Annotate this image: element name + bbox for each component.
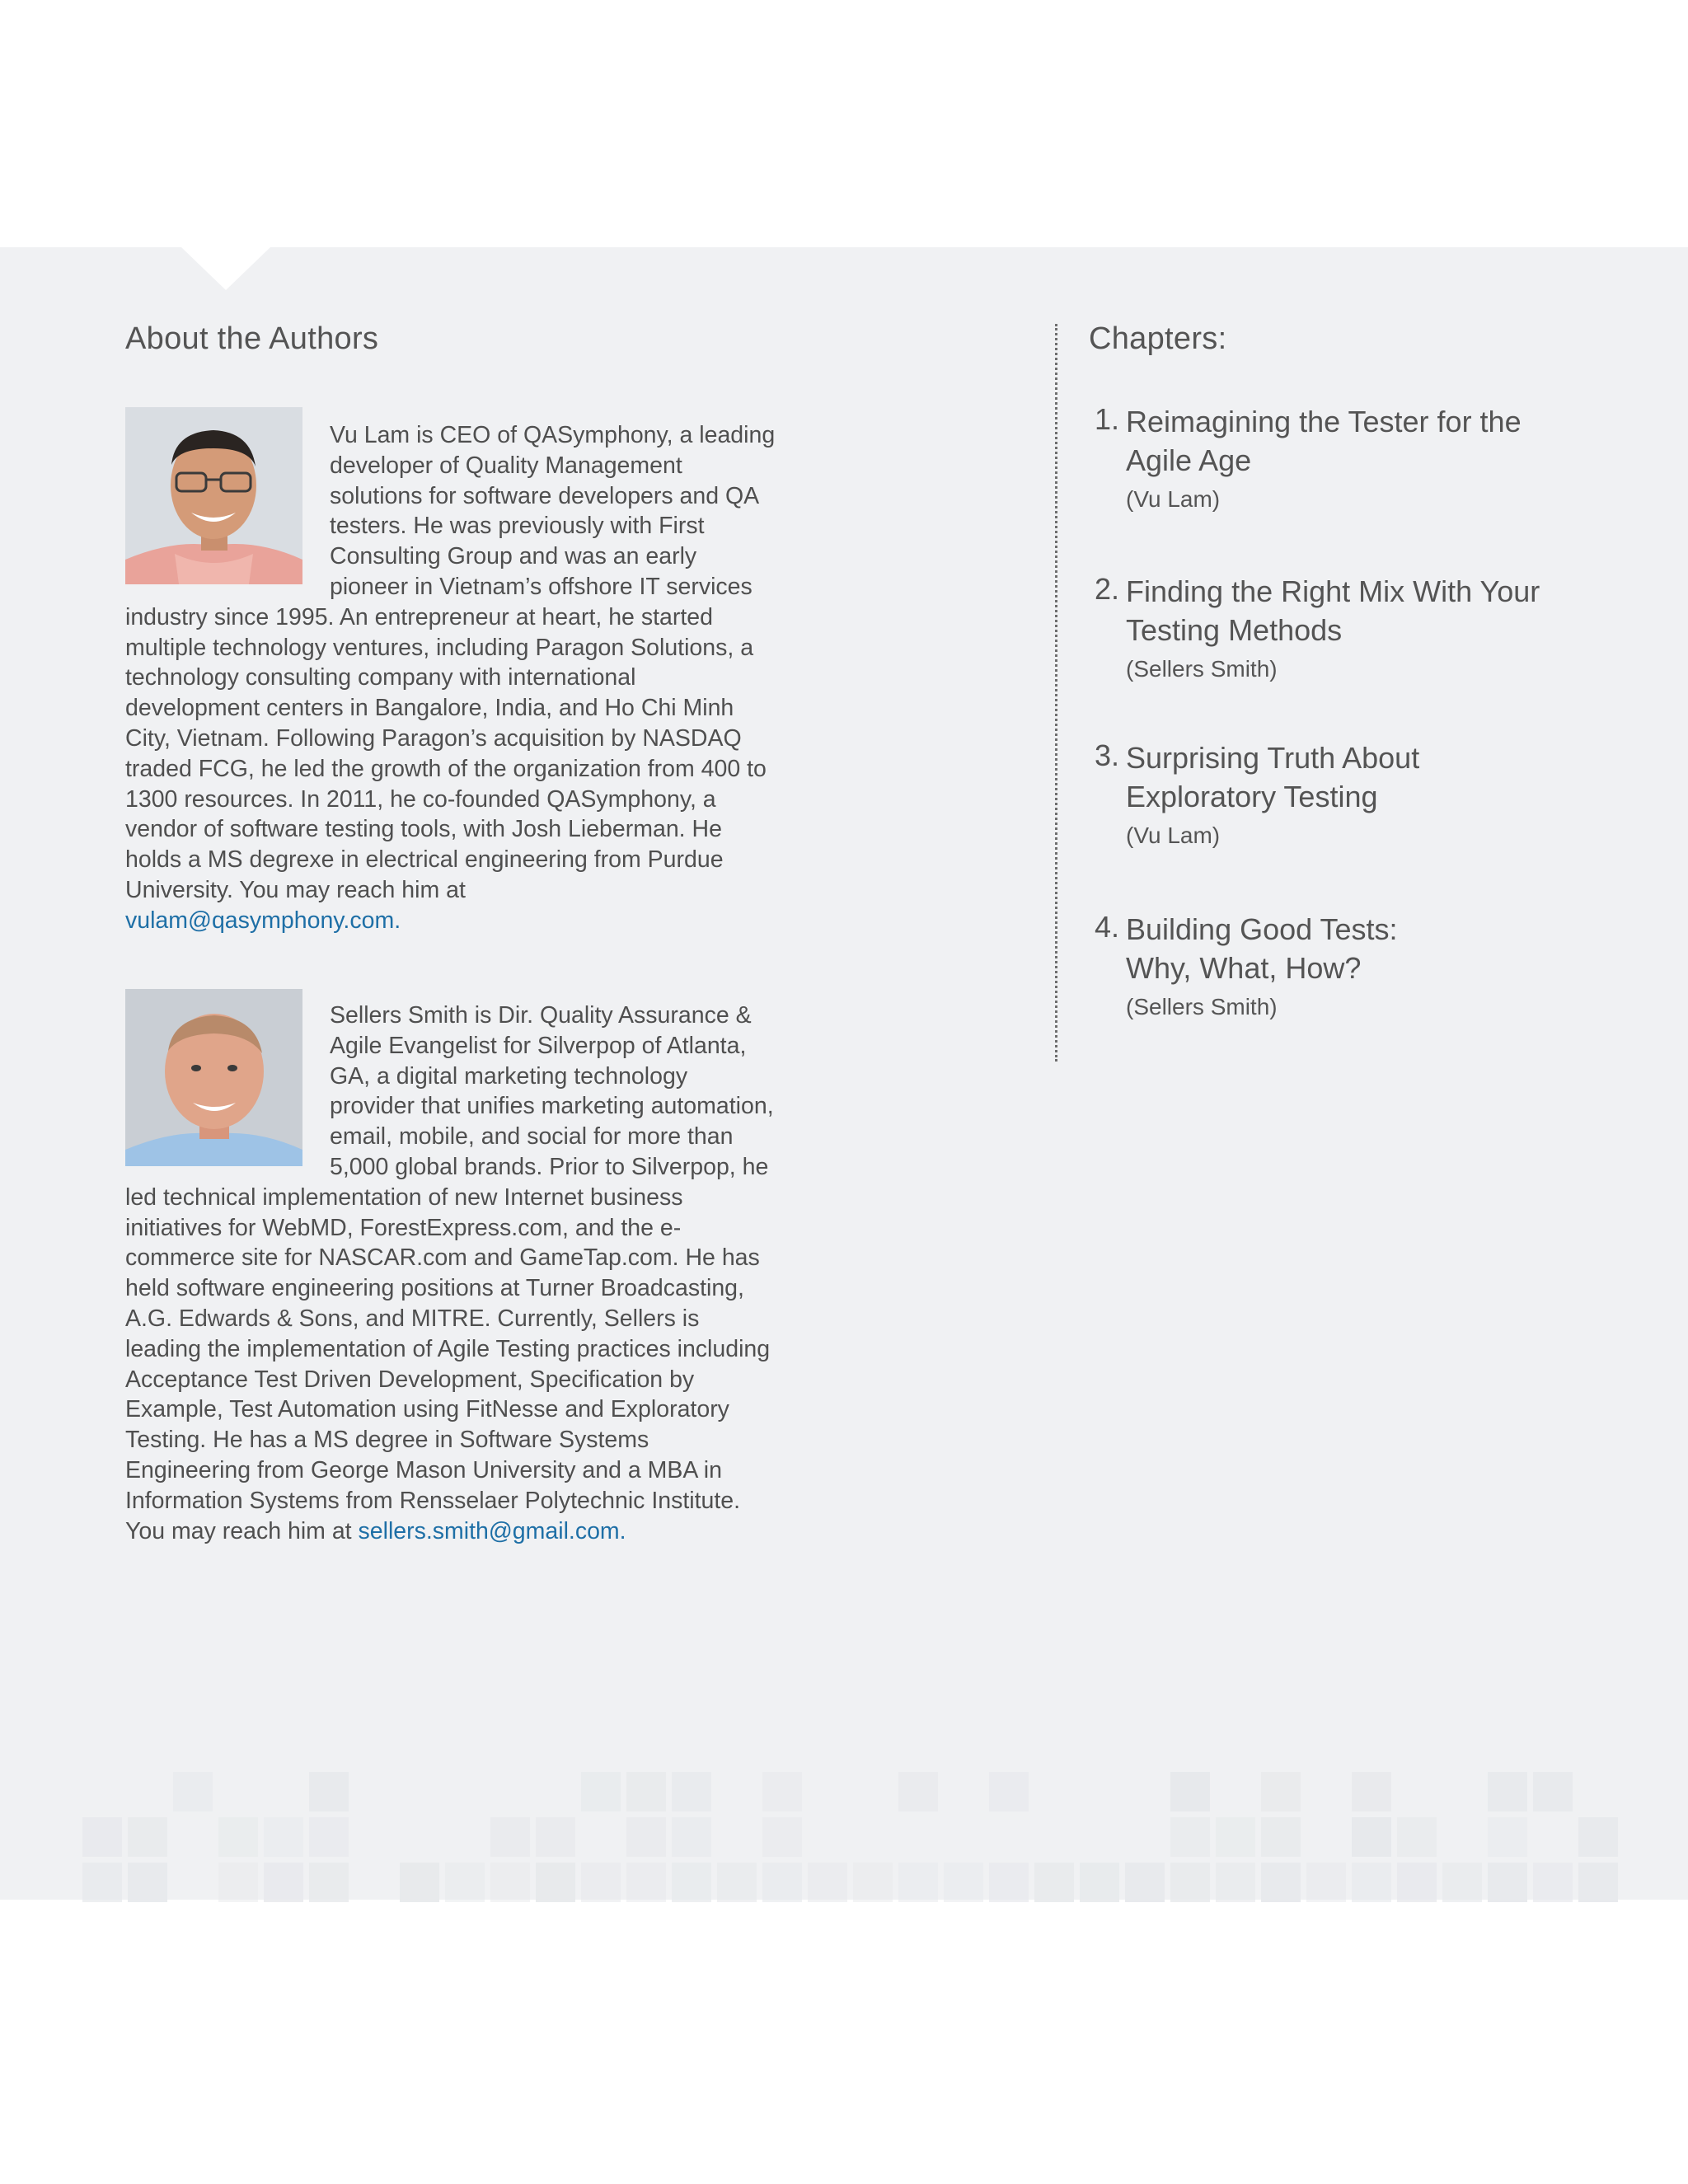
about-authors-title: About the Authors bbox=[125, 321, 379, 356]
chapter-number: 3. bbox=[1095, 738, 1120, 772]
author-bio-text: Sellers Smith is Dir. Quality Assurance & Agile Evangelist for Silverpop of Atlanta, GA, a digital marketing technology provider that unifies marketing automation, email, mobile, and social for more than 5,000 global brands. Prior to Silverpop, he led technical implementation of new Internet business initiatives for WebMD, ForestExpress.com, and the e-commerce site for NASCAR.com and GameTap.com. He has held software engineering positions at Turner Broadcasting, A.G. Edwards & Sons, and MITRE. Currently, Sellers is leading the implementation of Agile Testing practices including Acceptance Test Driven Development, Specification by Example, Test Automation using FitNesse and Exploratory Testing. He has a MS degree in Software Systems Engineering from George Mason University and a MBA in Information Systems from Rensselaer Polytechnic Institute. You may reach him at bbox=[125, 1002, 774, 1544]
chapter-number: 4. bbox=[1095, 910, 1120, 944]
chapter-number: 1. bbox=[1095, 402, 1120, 436]
pixel-block bbox=[1080, 1863, 1119, 1902]
pixel-block bbox=[717, 1863, 757, 1902]
pixel-block bbox=[626, 1817, 666, 1857]
pixel-block bbox=[762, 1817, 802, 1857]
pixel-block bbox=[853, 1863, 893, 1902]
pixel-block bbox=[218, 1863, 258, 1902]
pixel-block bbox=[989, 1863, 1029, 1902]
pixel-block bbox=[309, 1772, 349, 1811]
pixel-block bbox=[762, 1772, 802, 1811]
pixel-block bbox=[264, 1863, 303, 1902]
pixel-block bbox=[1216, 1817, 1255, 1857]
chapter-item bbox=[1088, 910, 1550, 1019]
pixel-block bbox=[1397, 1817, 1437, 1857]
pixel-block bbox=[808, 1863, 847, 1902]
chapter-author: (Sellers Smith) bbox=[1126, 994, 1278, 1019]
chapter-item bbox=[1088, 572, 1550, 738]
author-bio-text: Vu Lam is CEO of QASymphony, a leading developer of Quality Management solutions for software developers and QA testers. He was previously with First Consulting Group and was an early pioneer in Vietnam’s offshore IT services industry since 1995. An entrepreneur at heart, he started multiple technology ventures, including Paragon Solutions, a technology consulting company with international development centers in Bangalore, India, and Ho Chi Minh City, Vietnam. Following Paragon’s acquisition by NASDAQ traded FCG, he led the growth of the organization from 400 to 1300 resources. In 2011, he co-founded QASymphony, a vendor of software testing tools, with Josh Lieberman. He holds a MS degrexe in electrical engineering from Purdue University. You may reach him at bbox=[125, 422, 776, 903]
pixel-block bbox=[672, 1817, 711, 1857]
pixel-block bbox=[626, 1863, 666, 1902]
pixel-block bbox=[762, 1863, 802, 1902]
panel-notch bbox=[181, 247, 270, 290]
chapter-title: Surprising Truth About Exploratory Testing bbox=[1126, 741, 1420, 813]
dotted-divider bbox=[1055, 324, 1057, 1062]
chapter-item bbox=[1088, 402, 1550, 572]
pixel-block bbox=[128, 1863, 167, 1902]
pixel-block bbox=[672, 1863, 711, 1902]
pixel-block bbox=[82, 1817, 122, 1857]
pixel-block bbox=[1034, 1863, 1074, 1902]
pixel-block bbox=[1352, 1817, 1391, 1857]
pixel-block bbox=[490, 1863, 530, 1902]
pixel-block bbox=[445, 1863, 485, 1902]
pixel-block bbox=[898, 1772, 938, 1811]
chapter-title: Reimagining the Tester for the Agile Age bbox=[1126, 405, 1522, 477]
pixel-block bbox=[1261, 1817, 1301, 1857]
pixel-block bbox=[1533, 1772, 1573, 1811]
chapter-title: Finding the Right Mix With Your Testing Methods bbox=[1126, 574, 1540, 647]
pixel-block bbox=[400, 1863, 439, 1902]
pixel-block bbox=[309, 1817, 349, 1857]
pixel-block bbox=[1170, 1817, 1210, 1857]
pixel-block bbox=[989, 1772, 1029, 1811]
pixel-block bbox=[672, 1772, 711, 1811]
author-bio-vu-lam bbox=[125, 420, 776, 936]
chapter-title: Building Good Tests: Why, What, How? bbox=[1126, 912, 1398, 985]
author-bio-sellers-smith bbox=[125, 1001, 776, 1546]
author-email-link-vu-lam[interactable]: vulam@qasymphony.com. bbox=[125, 907, 401, 934]
pixel-block bbox=[128, 1817, 167, 1857]
pixel-block bbox=[1216, 1863, 1255, 1902]
pixel-block bbox=[1488, 1863, 1527, 1902]
chapter-author: (Vu Lam) bbox=[1126, 823, 1221, 848]
pixel-block bbox=[309, 1863, 349, 1902]
author-email-link-sellers-smith[interactable]: sellers.smith@gmail.com. bbox=[358, 1517, 626, 1544]
pixel-block bbox=[1352, 1772, 1391, 1811]
pixel-block bbox=[1397, 1863, 1437, 1902]
pixel-block bbox=[1352, 1863, 1391, 1902]
pixel-block bbox=[626, 1772, 666, 1811]
pixel-block bbox=[1170, 1863, 1210, 1902]
pixel-block bbox=[944, 1863, 983, 1902]
pixel-block bbox=[82, 1863, 122, 1902]
pixel-block bbox=[1488, 1772, 1527, 1811]
pixel-block bbox=[490, 1817, 530, 1857]
pixel-block bbox=[218, 1817, 258, 1857]
pixel-block bbox=[581, 1863, 621, 1902]
pixel-block bbox=[898, 1863, 938, 1902]
pixel-block bbox=[1261, 1863, 1301, 1902]
pixel-block bbox=[1306, 1863, 1346, 1902]
pixel-block bbox=[1442, 1863, 1482, 1902]
chapter-list bbox=[1088, 402, 1550, 1019]
pixel-block bbox=[1578, 1817, 1618, 1857]
pixel-block bbox=[536, 1817, 575, 1857]
pixel-block bbox=[1488, 1817, 1527, 1857]
chapter-number: 2. bbox=[1095, 572, 1120, 606]
chapter-author: (Vu Lam) bbox=[1126, 486, 1221, 512]
pixel-block bbox=[1533, 1863, 1573, 1902]
pixel-block bbox=[1261, 1772, 1301, 1811]
chapter-author: (Sellers Smith) bbox=[1126, 656, 1278, 682]
pixel-block bbox=[1578, 1863, 1618, 1902]
pixel-block bbox=[264, 1817, 303, 1857]
pixel-block bbox=[173, 1772, 213, 1811]
pixel-block bbox=[581, 1772, 621, 1811]
pixel-block bbox=[1125, 1863, 1165, 1902]
chapters-title: Chapters: bbox=[1089, 321, 1227, 356]
pixel-block bbox=[536, 1863, 575, 1902]
pixel-block bbox=[1170, 1772, 1210, 1811]
chapter-item bbox=[1088, 738, 1550, 910]
